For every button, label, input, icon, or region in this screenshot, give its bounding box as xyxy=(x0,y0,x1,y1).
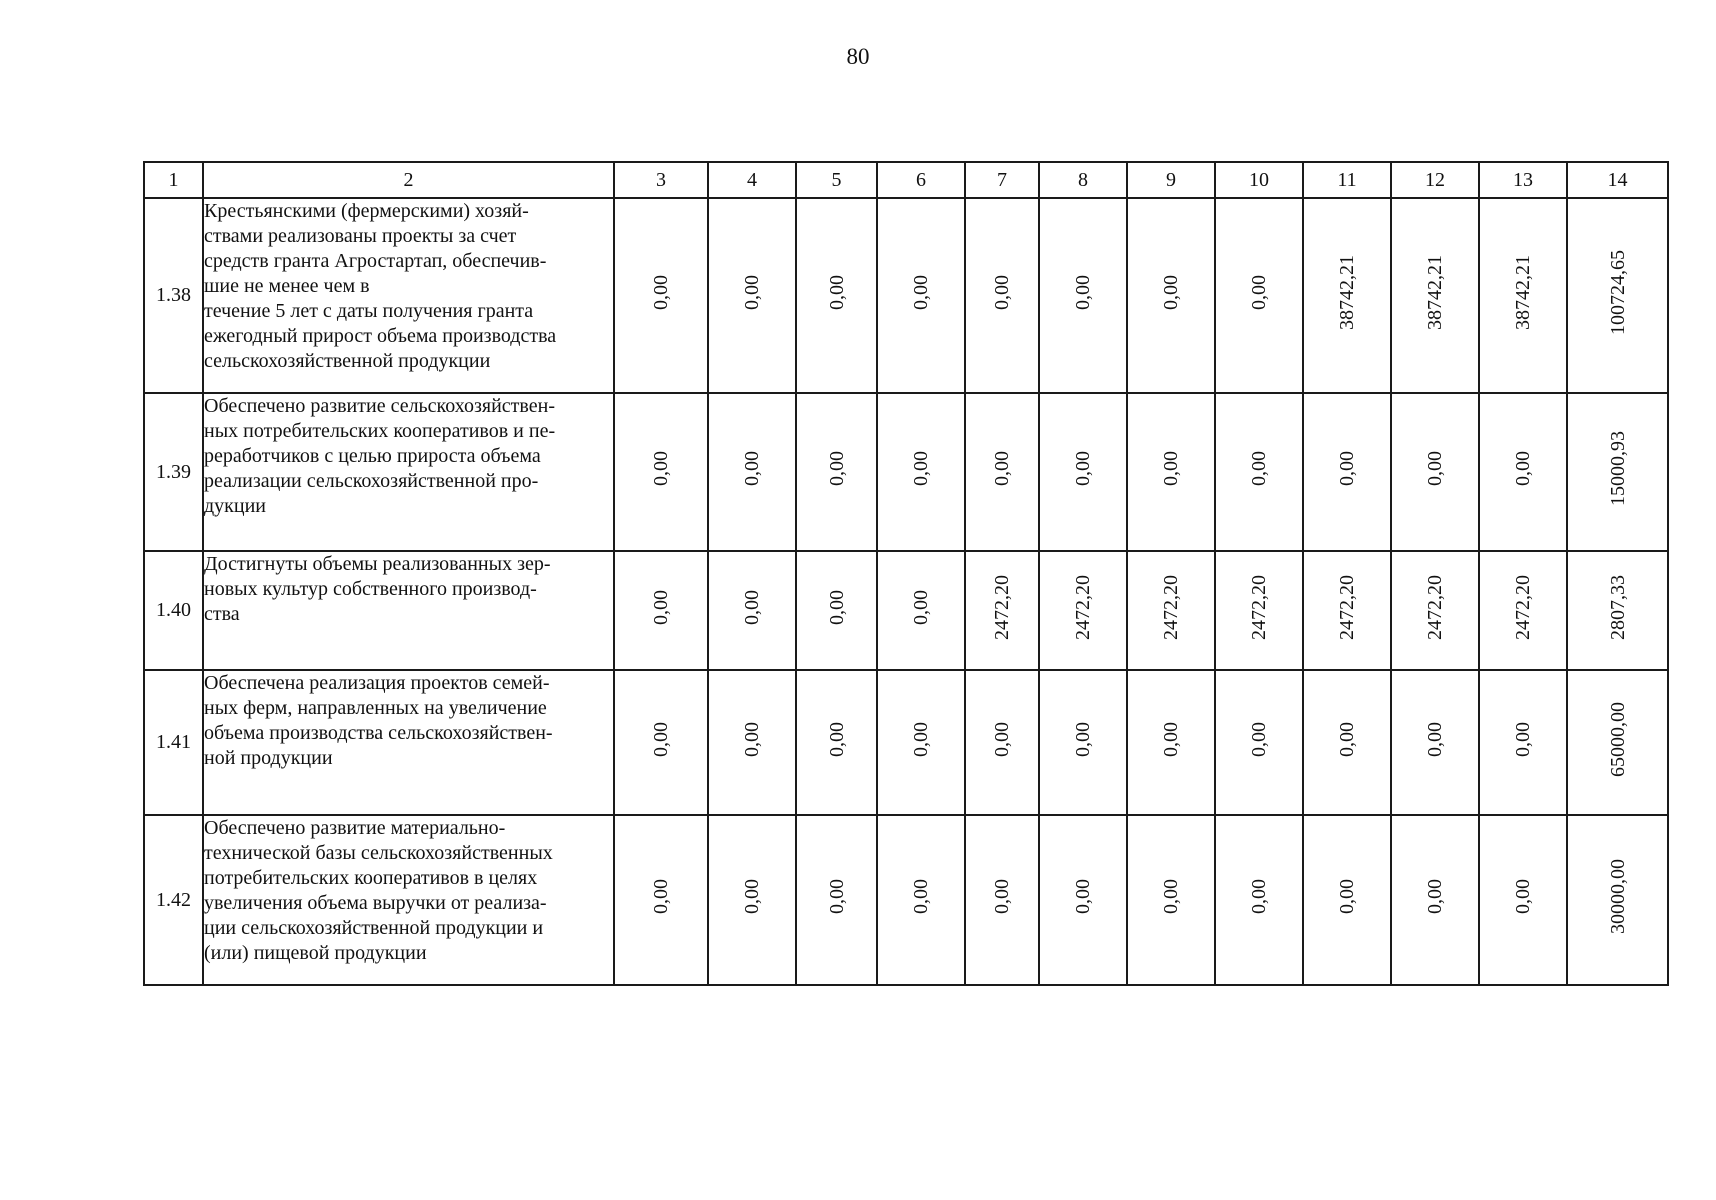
value-text: 0,00 xyxy=(650,879,672,914)
value-cell xyxy=(796,198,877,393)
value-cell xyxy=(965,393,1039,551)
value-text: 2807,33 xyxy=(1606,574,1629,640)
value-cell xyxy=(708,670,796,815)
value-cell xyxy=(877,393,965,551)
value-cell xyxy=(796,393,877,551)
value-text: 0,00 xyxy=(825,274,848,310)
value-text: 0,00 xyxy=(910,274,932,310)
value-cell xyxy=(1391,815,1479,985)
row-number: 1.41 xyxy=(144,670,203,815)
value-text: 38742,21 xyxy=(1424,254,1446,330)
value-text: 0,00 xyxy=(741,451,763,486)
value-text: 0,00 xyxy=(825,721,848,757)
value-cell xyxy=(1391,198,1479,393)
value-text: 0,00 xyxy=(910,589,932,625)
header-cell: 7 xyxy=(965,162,1039,198)
value-cell xyxy=(1567,670,1668,815)
value-cell xyxy=(1127,393,1215,551)
value-cell xyxy=(1215,551,1303,670)
value-cell xyxy=(1567,551,1668,670)
table-row xyxy=(144,815,1668,985)
value-text: 0,00 xyxy=(1248,451,1270,486)
value-text: 0,00 xyxy=(1424,721,1446,757)
value-cell xyxy=(796,551,877,670)
value-cell xyxy=(1039,815,1127,985)
value-text: 0,00 xyxy=(1072,879,1094,914)
value-cell xyxy=(708,198,796,393)
value-text: 0,00 xyxy=(1512,721,1534,757)
value-cell xyxy=(614,393,708,551)
value-cell xyxy=(1303,815,1391,985)
value-text: 0,00 xyxy=(741,721,763,757)
value-text: 0,00 xyxy=(650,274,672,310)
value-cell xyxy=(877,551,965,670)
row-description: Достигнуты объемы реализованных зер- новых культур собственного производ- ства xyxy=(203,551,614,670)
value-text: 0,00 xyxy=(825,879,848,914)
table-row xyxy=(144,393,1668,551)
column-number-row xyxy=(144,162,1668,198)
value-cell xyxy=(965,670,1039,815)
header-cell: 13 xyxy=(1479,162,1567,198)
value-text: 0,00 xyxy=(1248,274,1270,310)
row-number: 1.39 xyxy=(144,393,203,551)
value-cell xyxy=(1303,670,1391,815)
header-cell: 9 xyxy=(1127,162,1215,198)
value-text: 0,00 xyxy=(991,274,1013,310)
value-cell xyxy=(877,815,965,985)
value-text: 15000,93 xyxy=(1606,431,1629,506)
value-text: 2472,20 xyxy=(1424,574,1446,640)
value-cell xyxy=(1567,393,1668,551)
value-text: 0,00 xyxy=(825,589,848,625)
value-text: 100724,65 xyxy=(1606,249,1629,335)
value-text: 0,00 xyxy=(1424,451,1446,486)
header-cell: 11 xyxy=(1303,162,1391,198)
row-number: 1.40 xyxy=(144,551,203,670)
value-cell xyxy=(614,815,708,985)
value-text: 0,00 xyxy=(741,274,763,310)
value-text: 38742,21 xyxy=(1512,254,1534,330)
row-number: 1.42 xyxy=(144,815,203,985)
value-text: 0,00 xyxy=(1072,274,1094,310)
value-text: 38742,21 xyxy=(1336,254,1358,330)
value-cell xyxy=(1391,670,1479,815)
value-cell xyxy=(614,198,708,393)
value-text: 0,00 xyxy=(991,721,1013,757)
value-text: 0,00 xyxy=(650,589,672,625)
value-cell xyxy=(1039,670,1127,815)
value-cell xyxy=(1303,393,1391,551)
header-cell: 8 xyxy=(1039,162,1127,198)
row-description: Обеспечено развитие сельскохозяйствен- ных потребительских кооперативов и пе- реработчиков с целью прироста объема реализации сельскохозяйственной про- дукции xyxy=(203,393,614,551)
value-text: 0,00 xyxy=(910,721,932,757)
value-text: 0,00 xyxy=(1424,879,1446,914)
table-row xyxy=(144,551,1668,670)
header-cell: 4 xyxy=(708,162,796,198)
value-text: 0,00 xyxy=(1160,451,1182,486)
value-text: 0,00 xyxy=(741,879,763,914)
value-cell xyxy=(1479,393,1567,551)
value-cell xyxy=(1039,393,1127,551)
value-cell xyxy=(877,198,965,393)
value-cell xyxy=(877,670,965,815)
value-cell xyxy=(1127,670,1215,815)
header-cell: 1 xyxy=(144,162,203,198)
value-cell xyxy=(614,670,708,815)
value-cell xyxy=(708,815,796,985)
value-text: 30000,00 xyxy=(1606,859,1629,934)
value-cell xyxy=(965,198,1039,393)
header-cell: 5 xyxy=(796,162,877,198)
value-text: 0,00 xyxy=(910,451,932,486)
value-cell xyxy=(1479,670,1567,815)
header-cell: 14 xyxy=(1567,162,1668,198)
value-text: 0,00 xyxy=(1072,721,1094,757)
value-cell xyxy=(1127,551,1215,670)
value-text: 0,00 xyxy=(650,721,672,757)
value-cell xyxy=(1567,198,1668,393)
indicator-table xyxy=(143,161,1669,986)
value-text: 0,00 xyxy=(1072,451,1094,486)
row-description: Обеспечено развитие материально- технической базы сельскохозяйственных потребительских кооперативов в целях увеличения объема выручки от реализа- ции сельскохозяйственной продукции и (или) пищевой продукции xyxy=(203,815,614,985)
value-cell xyxy=(1303,551,1391,670)
value-cell xyxy=(1127,815,1215,985)
value-text: 2472,20 xyxy=(991,574,1013,640)
value-text: 0,00 xyxy=(1512,879,1534,914)
value-cell xyxy=(1479,551,1567,670)
row-description: Крестьянскими (фермерскими) хозяй- ствами реализованы проекты за счет средств гранта Агростартап, обеспечив- шие не менее чем в течение 5 лет с даты получения гранта ежегодный прирост объема производства сельскохозяйственной продукции xyxy=(203,198,614,393)
value-text: 0,00 xyxy=(825,451,848,486)
value-cell xyxy=(1215,393,1303,551)
value-cell xyxy=(1215,198,1303,393)
value-text: 0,00 xyxy=(910,879,932,914)
value-text: 2472,20 xyxy=(1072,574,1094,640)
value-text: 0,00 xyxy=(1248,721,1270,757)
value-cell xyxy=(1303,198,1391,393)
table-row xyxy=(144,670,1668,815)
page-number: 80 xyxy=(846,44,870,69)
header-cell: 10 xyxy=(1215,162,1303,198)
value-cell xyxy=(1479,198,1567,393)
value-text: 0,00 xyxy=(1160,879,1182,914)
value-cell xyxy=(1039,198,1127,393)
value-cell xyxy=(796,815,877,985)
table-row xyxy=(144,198,1668,393)
value-text: 0,00 xyxy=(1336,721,1358,757)
value-text: 65000,00 xyxy=(1606,701,1629,777)
value-cell xyxy=(1479,815,1567,985)
value-text: 0,00 xyxy=(1160,721,1182,757)
value-text: 0,00 xyxy=(991,451,1013,486)
value-cell xyxy=(1215,815,1303,985)
header-cell: 12 xyxy=(1391,162,1479,198)
value-text: 0,00 xyxy=(650,451,672,486)
value-text: 2472,20 xyxy=(1160,574,1182,640)
value-cell xyxy=(614,551,708,670)
value-cell xyxy=(1391,393,1479,551)
header-cell: 2 xyxy=(203,162,614,198)
value-text: 2472,20 xyxy=(1512,574,1534,640)
value-text: 0,00 xyxy=(1512,451,1534,486)
value-cell xyxy=(965,815,1039,985)
value-cell xyxy=(708,551,796,670)
row-number: 1.38 xyxy=(144,198,203,393)
value-cell xyxy=(1391,551,1479,670)
value-cell xyxy=(1215,670,1303,815)
header-cell: 3 xyxy=(614,162,708,198)
value-cell xyxy=(796,670,877,815)
value-text: 0,00 xyxy=(1248,879,1270,914)
value-text: 0,00 xyxy=(741,589,763,625)
value-text: 2472,20 xyxy=(1336,574,1358,640)
value-cell xyxy=(708,393,796,551)
value-cell xyxy=(965,551,1039,670)
value-cell xyxy=(1127,198,1215,393)
value-text: 0,00 xyxy=(1336,451,1358,486)
value-text: 0,00 xyxy=(1336,879,1358,914)
value-cell xyxy=(1039,551,1127,670)
value-text: 2472,20 xyxy=(1248,574,1270,640)
row-description: Обеспечена реализация проектов семей- ных ферм, направленных на увеличение объема производства сельскохозяйствен- ной продукции xyxy=(203,670,614,815)
header-cell: 6 xyxy=(877,162,965,198)
value-text: 0,00 xyxy=(991,879,1013,914)
value-cell xyxy=(1567,815,1668,985)
value-text: 0,00 xyxy=(1160,274,1182,310)
